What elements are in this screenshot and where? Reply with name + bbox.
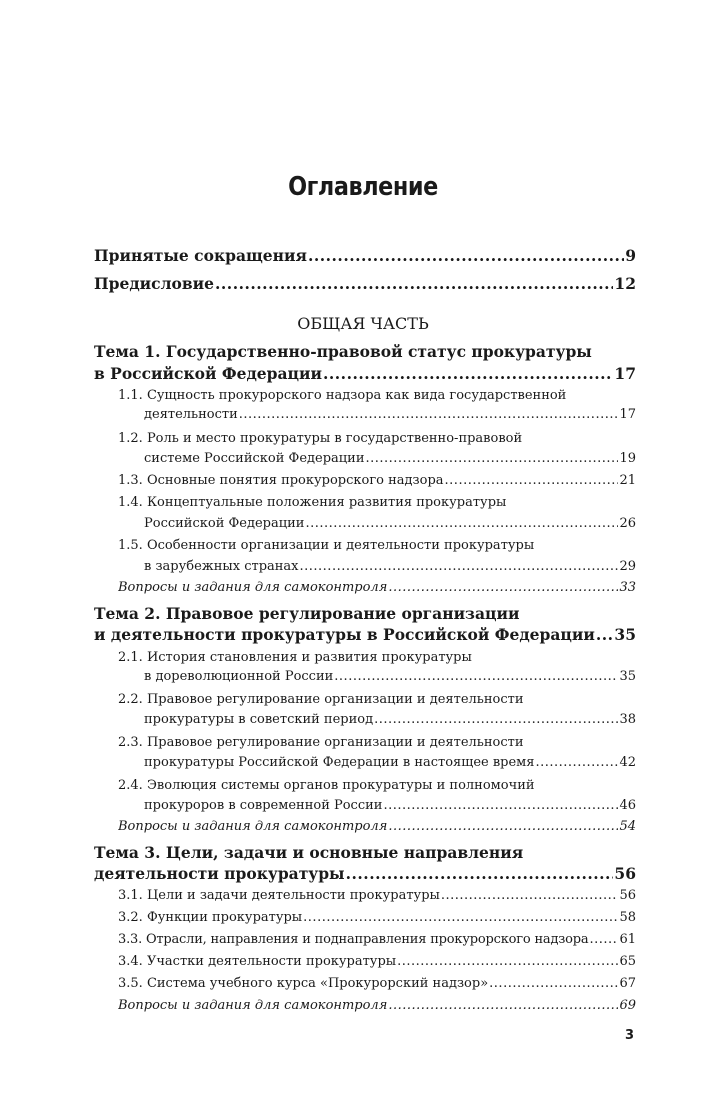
leader-dots — [388, 580, 618, 595]
toc-entry-label: 3.1. Цели и задачи деятельности прокуратуры — [118, 888, 440, 903]
toc-questions[interactable] — [118, 819, 636, 834]
toc-entry-label: 1.3. Основные понятия прокурорского надзора — [118, 473, 444, 488]
toc-entry-label: деятельности — [144, 407, 238, 422]
toc-entry-page: 42 — [619, 755, 636, 770]
toc-entry-page: 17 — [614, 364, 636, 383]
page-title: Оглавление — [288, 172, 438, 202]
toc-entry-page: 21 — [619, 473, 636, 488]
toc-entry-page: 67 — [619, 976, 636, 991]
toc-entry-label: Вопросы и задания для самоконтроля — [118, 819, 388, 834]
toc-item[interactable] — [118, 473, 636, 488]
toc-entry-page: 56 — [619, 888, 636, 903]
toc-entry-label: 3.3. Отрасли, направления и поднаправления прокурорского надзора — [118, 932, 589, 947]
leader-dots — [596, 625, 614, 644]
toc-entry-label: Вопросы и задания для самоконтроля — [118, 998, 388, 1013]
toc-item-line: 1.2. Роль и место прокуратуры в государственно-правовой — [118, 431, 523, 446]
toc-item[interactable] — [144, 755, 636, 770]
toc-entry-label: в зарубежных странах — [144, 559, 299, 574]
leader-dots — [445, 473, 619, 488]
leader-dots — [239, 407, 619, 422]
leader-dots — [589, 932, 618, 947]
toc-item[interactable] — [144, 712, 636, 727]
toc-item[interactable] — [144, 516, 636, 531]
toc-entry-page: 46 — [619, 798, 636, 813]
section-heading: ОБЩАЯ ЧАСТЬ — [297, 314, 429, 333]
toc-entry-label: в Российской Федерации — [94, 364, 322, 383]
toc-entry-page: 61 — [619, 932, 636, 947]
leader-dots — [388, 819, 618, 834]
toc-entry-label: и деятельности прокуратуры в Российской Федерации — [94, 625, 595, 644]
toc-entry-page: 35 — [619, 669, 636, 684]
leader-dots — [323, 364, 613, 383]
topic-title-line: Тема 3. Цели, задачи и основные направления — [94, 843, 524, 862]
toc-item-line: 1.5. Особенности организации и деятельности прокуратуры — [118, 538, 535, 553]
leader-dots — [536, 755, 619, 770]
toc-questions[interactable] — [118, 580, 636, 595]
toc-entry-page: 38 — [619, 712, 636, 727]
toc-entry-label: прокуратуры в советский период — [144, 712, 374, 727]
toc-entry-page: 9 — [625, 246, 636, 265]
toc-entry-label: Принятые сокращения — [94, 246, 307, 265]
leader-dots — [366, 451, 619, 466]
toc-entry-page: 12 — [614, 274, 636, 293]
toc-topic-2[interactable] — [94, 625, 636, 644]
toc-item[interactable] — [144, 669, 636, 684]
toc-item-line: 2.2. Правовое регулирование организации и деятельности — [118, 692, 524, 707]
leader-dots — [374, 712, 618, 727]
toc-entry-page: 54 — [619, 819, 636, 834]
leader-dots — [305, 516, 618, 531]
toc-entry-label: 3.5. Система учебного курса «Прокурорский надзор» — [118, 976, 489, 991]
toc-entry-page: 35 — [614, 625, 636, 644]
toc-item[interactable] — [144, 407, 636, 422]
page-number: 3 — [625, 1028, 635, 1043]
toc-item[interactable] — [144, 451, 636, 466]
toc-item-line: 2.3. Правовое регулирование организации и деятельности — [118, 735, 524, 750]
toc-topic-1[interactable] — [94, 364, 636, 383]
leader-dots — [334, 669, 618, 684]
toc-item[interactable] — [118, 954, 636, 969]
toc-entry-label: прокуроров в современной России — [144, 798, 383, 813]
leader-dots — [441, 888, 619, 903]
leader-dots — [300, 559, 619, 574]
leader-dots — [489, 976, 618, 991]
toc-entry-page: 65 — [619, 954, 636, 969]
topic-title-line: Тема 2. Правовое регулирование организации — [94, 604, 520, 623]
toc-entry-page: 58 — [619, 910, 636, 925]
toc-entry-page: 26 — [619, 516, 636, 531]
toc-entry-page: 69 — [619, 998, 636, 1013]
toc-questions[interactable] — [118, 998, 636, 1013]
leader-dots — [308, 246, 624, 265]
toc-entry-label: Предисловие — [94, 274, 214, 293]
toc-entry-label: 3.2. Функции прокуратуры — [118, 910, 303, 925]
toc-entry-label: в дореволюционной России — [144, 669, 334, 684]
toc-item[interactable] — [144, 559, 636, 574]
toc-entry-label: прокуратуры Российской Федерации в настоящее время — [144, 755, 535, 770]
toc-entry-page: 33 — [619, 580, 636, 595]
toc-item[interactable] — [118, 976, 636, 991]
leader-dots — [346, 864, 614, 883]
toc-entry-preface[interactable] — [94, 274, 636, 293]
toc-item-line: 1.1. Сущность прокурорского надзора как вида государственной — [118, 388, 567, 403]
leader-dots — [303, 910, 618, 925]
toc-entry-abbreviations[interactable] — [94, 246, 636, 265]
leader-dots — [383, 798, 618, 813]
toc-item[interactable] — [118, 888, 636, 903]
toc-entry-label: деятельности прокуратуры — [94, 864, 345, 883]
toc-item-line: 2.1. История становления и развития прокуратуры — [118, 650, 472, 665]
toc-entry-page: 29 — [619, 559, 636, 574]
topic-title-line: Тема 1. Государственно-правовой статус прокуратуры — [94, 342, 592, 361]
toc-item[interactable] — [144, 798, 636, 813]
toc-entry-label: Вопросы и задания для самоконтроля — [118, 580, 388, 595]
toc-topic-3[interactable] — [94, 864, 636, 883]
leader-dots — [397, 954, 618, 969]
toc-item-line: 1.4. Концептуальные положения развития прокуратуры — [118, 495, 507, 510]
toc-entry-label: Российской Федерации — [144, 516, 305, 531]
toc-item-line: 2.4. Эволюция системы органов прокуратуры и полномочий — [118, 778, 535, 793]
toc-entry-page: 19 — [619, 451, 636, 466]
toc-item[interactable] — [118, 910, 636, 925]
leader-dots — [215, 274, 613, 293]
toc-item[interactable] — [118, 932, 636, 947]
toc-entry-label: 3.4. Участки деятельности прокуратуры — [118, 954, 397, 969]
toc-entry-page: 17 — [619, 407, 636, 422]
toc-entry-page: 56 — [614, 864, 636, 883]
toc-entry-label: системе Российской Федерации — [144, 451, 365, 466]
leader-dots — [388, 998, 618, 1013]
